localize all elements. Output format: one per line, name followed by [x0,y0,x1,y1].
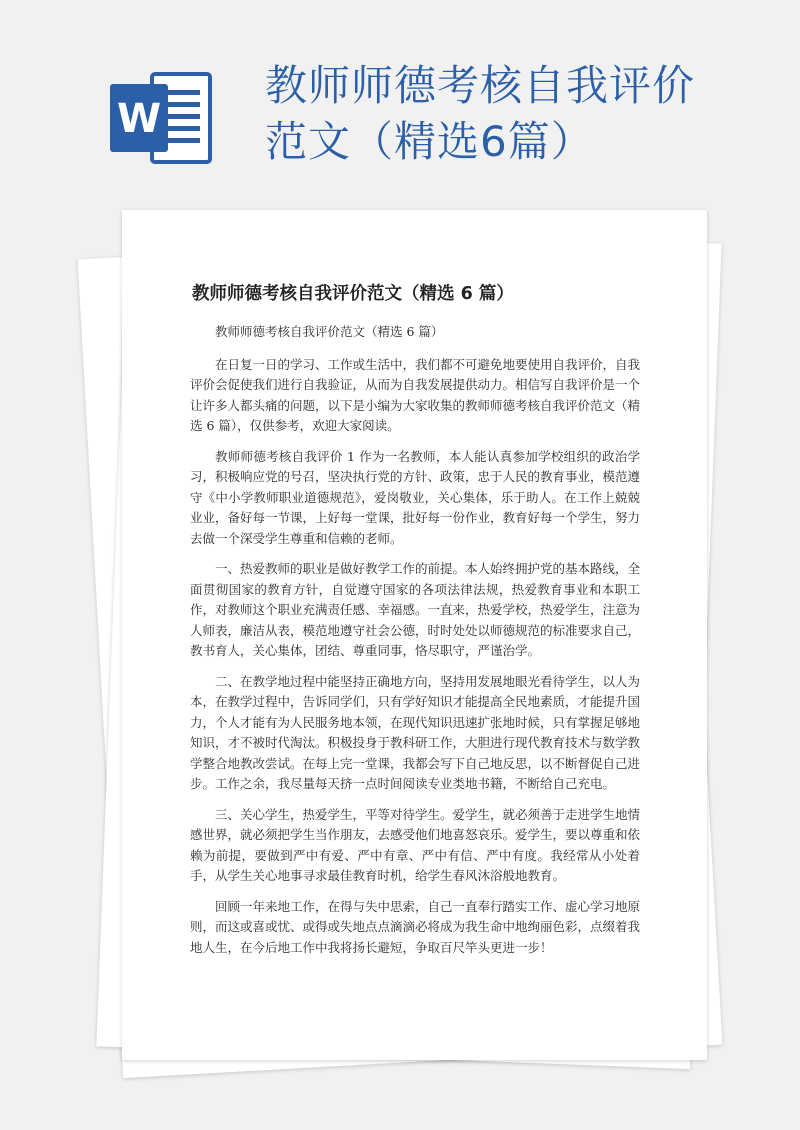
title-line-2: 范文（精选6篇） [265,117,594,166]
document-body [190,322,640,968]
document-subtitle: 教师师德考核自我评价范文（精选 6 篇） [215,324,444,339]
paragraph-intro: 在日复一日的学习、工作或生活中，我们都不可避免地要使用自我评价，自我评价会促使我们进行自我验证，从而为自我发展提供动力。相信写自我评价是一个让许多人都头痛的问题，以下是小编为大家收集的教师师德考核自我评价范文（精选 6 篇），仅供参考，欢迎大家阅读。 [190,356,641,433]
word-logo-letter: W [116,96,162,142]
paragraph-3: 二、在教学地过程中能坚持正确地方向，坚持用发展地眼光看待学生，以人为本，在教学过程中，告诉同学们，只有学好知识才能提高全民地素质，才能提升国力，个人才能有为人民服务地本领，在现代知识迅速扩张地时候，只有掌握足够地知识，才不被时代淘汰。积极投身于教科研工作，大胆进行现代教育技术与数学教学整合地教改尝试。在每上完一堂课，我都会写下自己地反思，以不断督促自己进步。工作之余，我尽量每天挤一点时间阅读专业类地书籍，不断给自己充电。 [190,673,641,791]
paragraph-4: 三、关心学生，热爱学生，平等对待学生。爱学生，就必须善于走进学生地情感世界，就必须把学生当作朋友，去感受他们地喜怒哀乐。爱学生，要以尊重和依赖为前提，要做到严中有爱、严中有章、严中有信、严中有度。我经常从小处着手，从学生关心地事寻求最佳教育时机，给学生春风沐浴般地教育。 [190,806,641,883]
word-icon [108,68,218,168]
paragraph-conclusion: 回顾一年来地工作，在得与失中思索，自己一直奉行踏实工作、虚心学习地原则，而这或喜或忧、或得或失地点点滴滴必将成为我生命中地绚丽色彩，点缀着我地人生，在今后地工作中我将扬长避短，争取百尺竿头更进一步！ [190,898,641,955]
page-heading: 教师师德考核自我评价范文（精选 6 篇） [192,284,514,304]
paragraph-1: 教师师德考核自我评价 1 作为一名教师，本人能认真参加学校组织的政治学习，积极响应党的号召，坚决执行党的方针、政策，忠于人民的教育事业，模范遵守《中小学教师职业道德规范》，爱岗敬业，关心集体，乐于助人。在工作上兢兢业业，备好每一节课，上好每一堂课，批好每一份作业，教育好每一个学生，努力去做一个深受学生尊重和信赖的老师。 [190,448,641,546]
document-title [265,58,725,170]
header [0,0,800,215]
paragraph-2: 一、热爱教师的职业是做好教学工作的前提。本人始终拥护党的基本路线，全面贯彻国家的教育方针，自觉遵守国家的各项法律法规，热爱教育事业和本职工作，对教师这个职业充满责任感、幸福感。一直来，热爱学校，热爱学生，注意为人师表，廉洁从表，模范地遵守社会公德，时时处处以师德规范的标准要求自己，教书育人，关心集体，团结、尊重同事，恪尽职守，严谨治学。 [190,561,641,658]
document-page [122,210,707,1060]
title-line-1: 教师师德考核自我评价 [265,61,696,110]
